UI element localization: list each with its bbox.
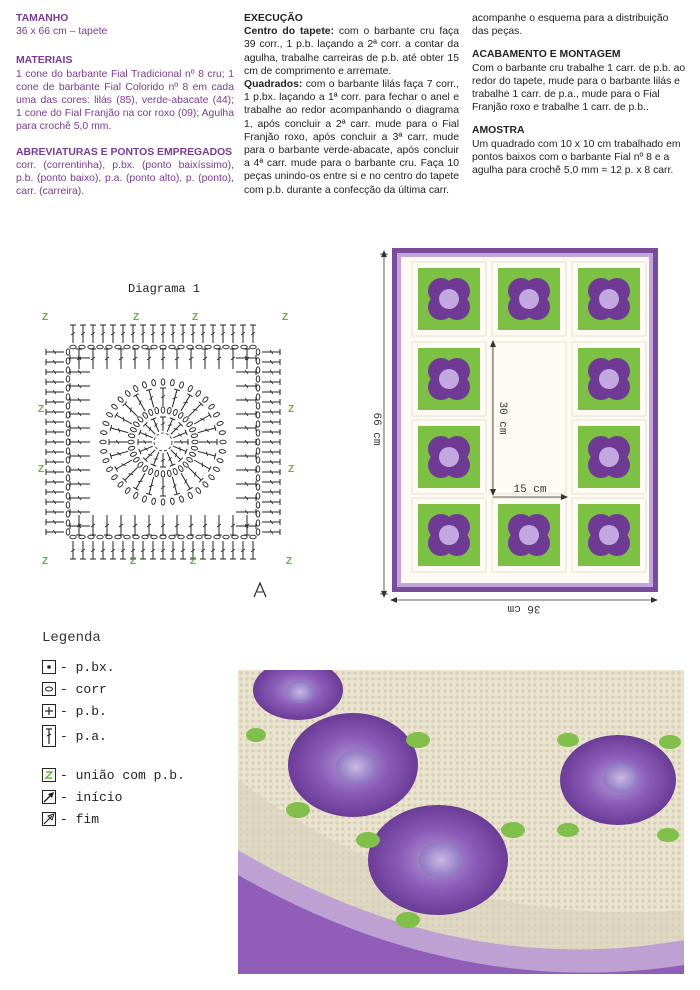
legend-label: - fim — [60, 811, 100, 827]
abreviaturas-section — [16, 146, 234, 199]
start-arrow-box-icon — [42, 790, 56, 804]
t-stitch-box-icon — [42, 725, 56, 747]
oval-box-icon — [42, 682, 56, 696]
rug-square — [572, 262, 646, 336]
end-arrow-box-icon — [42, 812, 56, 826]
legend-title: Legenda — [42, 630, 101, 646]
z-join-marker: Z — [133, 312, 140, 323]
legend-label: - corr — [60, 681, 107, 697]
width-dimension: 36 cm — [507, 602, 541, 614]
legend-item-fim — [42, 808, 242, 830]
rug-square — [412, 498, 486, 572]
z-join-marker: Z — [192, 312, 199, 323]
z-join-marker: Z — [190, 556, 197, 567]
abreviaturas-text: corr. (correntinha), p.bx. (ponto baixíssimo), p.b. (ponto baixo), p.a. (ponto alto), p. (ponto), carr. (carreira). — [16, 159, 234, 198]
legend — [42, 630, 242, 830]
z-join-marker: Z — [286, 556, 293, 567]
rug-square — [492, 498, 566, 572]
legend-item-inicio — [42, 786, 242, 808]
rug-photo — [238, 670, 684, 974]
center-height-dimension: 30 cm — [496, 401, 508, 435]
abreviaturas-title: ABREVIATURAS E PONTOS EMPREGADOS — [16, 146, 233, 158]
legend-item-uniao — [42, 764, 242, 786]
crochet-diagram — [30, 282, 310, 602]
column-middle — [244, 12, 459, 207]
rug-square — [572, 342, 646, 416]
z-join-marker: Z — [288, 464, 295, 475]
z-join-marker: Z — [282, 312, 289, 323]
amostra-text: Um quadrado com 10 x 10 cm trabalhado em pontos baixos com o barbante Fial nº 8 e a agulha para crochê 5,0 mm = 12 p. x 8 carr. — [472, 138, 681, 177]
amostra-title: AMOSTRA — [472, 125, 525, 137]
z-join-marker: Z — [38, 464, 45, 475]
legend-item-pb — [42, 700, 242, 722]
z-join-marker: Z — [130, 556, 137, 567]
start-arrow-icon — [254, 583, 266, 597]
acabamento-title: ACABAMENTO E MONTAGEM — [472, 49, 621, 61]
centro-paragraph — [244, 25, 459, 78]
legend-item-corr — [42, 678, 242, 700]
legend-label: - união com p.b. — [60, 767, 185, 783]
rug-square — [572, 420, 646, 494]
plus-box-icon — [42, 704, 56, 718]
rug-photo-image — [238, 670, 684, 974]
execucao-title: EXECUÇÃO — [244, 13, 303, 24]
z-join-marker: Z — [38, 404, 45, 415]
column-left — [16, 12, 234, 210]
rug-square — [412, 420, 486, 494]
legend-item-pa — [42, 722, 242, 750]
z-join-box-icon — [42, 768, 56, 782]
legend-label: - p.b. — [60, 703, 107, 719]
z-join-marker: Z — [288, 404, 295, 415]
quadrados-paragraph — [244, 78, 459, 197]
legend-item-pbx — [42, 656, 242, 678]
legend-label: - início — [60, 789, 123, 805]
height-dimension: 66 cm — [370, 412, 382, 446]
acabamento-text: Com o barbante cru trabalhe 1 carr. de p.b. ao redor do tapete, mude para o barbante lilás e trabalhe 1 carr. de p.a., mude para o Fial Franjão roxo e trabalhe 1 carr. de p.b.. — [472, 62, 686, 114]
tamanho-text: 36 x 66 cm – tapete — [16, 26, 108, 38]
z-join-marker: Z — [42, 556, 49, 567]
materiais-section — [16, 54, 234, 133]
z-join-marker: Z — [42, 312, 49, 323]
quadrados-text: com o barbante lilás faça 7 corr., 1 p.bx. laçando a 1ª corr. para fechar o anel e trabalhe ao redor acompanhando o diagrama 1, após concluir a 2ª carr. mude para o Fial Franjão roxo, após concluir a 3ª carr. mude para o barbante verde-abacate, após concluir a 4ª carr. mude para o barbante cru. Faça 10 peças unindo-os entre si e no centro do tapete com p.b. durante a confecção da última carr. — [244, 79, 459, 196]
rug-square — [572, 498, 646, 572]
centro-text: com o barbante cru faça 39 corr., 1 p.b. laçando a 2ª corr. a contar da agulha, trabalhe carreiras de p.b. até obter 15 cm de comprimento e arremate. — [244, 26, 460, 77]
legend-label: - p.bx. — [60, 659, 115, 675]
column-right — [472, 12, 686, 187]
rug-layout-scheme — [360, 244, 680, 624]
diagram-svg — [30, 302, 310, 602]
rug-square — [412, 262, 486, 336]
centro-label: Centro do tapete: — [244, 26, 335, 38]
materiais-title: MATERIAIS — [16, 55, 73, 67]
center-width-dimension: 15 cm — [513, 484, 547, 496]
legend-label: - p.a. — [60, 728, 107, 744]
rug-square — [412, 342, 486, 416]
rug-square — [492, 262, 566, 336]
dot-box-icon — [42, 660, 56, 674]
diagram-title: Diagrama 1 — [128, 282, 201, 296]
materiais-text: 1 cone do barbante Fial Tradicional nº 8 cru; 1 cone de barbante Fial Colorido nº 8 em cada uma das cores: lilás (85), verde-abacate (44); 1 cone do Fial Franjão na cor roxo (09); Agulha para crochê 5,0 mm. — [16, 68, 234, 133]
quadrados-label: Quadrados: — [244, 79, 303, 91]
rug-svg — [360, 244, 680, 624]
continuation-text: acompanhe o esquema para a distribuição das peças. — [472, 13, 669, 38]
tamanho-section — [16, 12, 234, 38]
tamanho-title: TAMANHO — [16, 13, 69, 24]
